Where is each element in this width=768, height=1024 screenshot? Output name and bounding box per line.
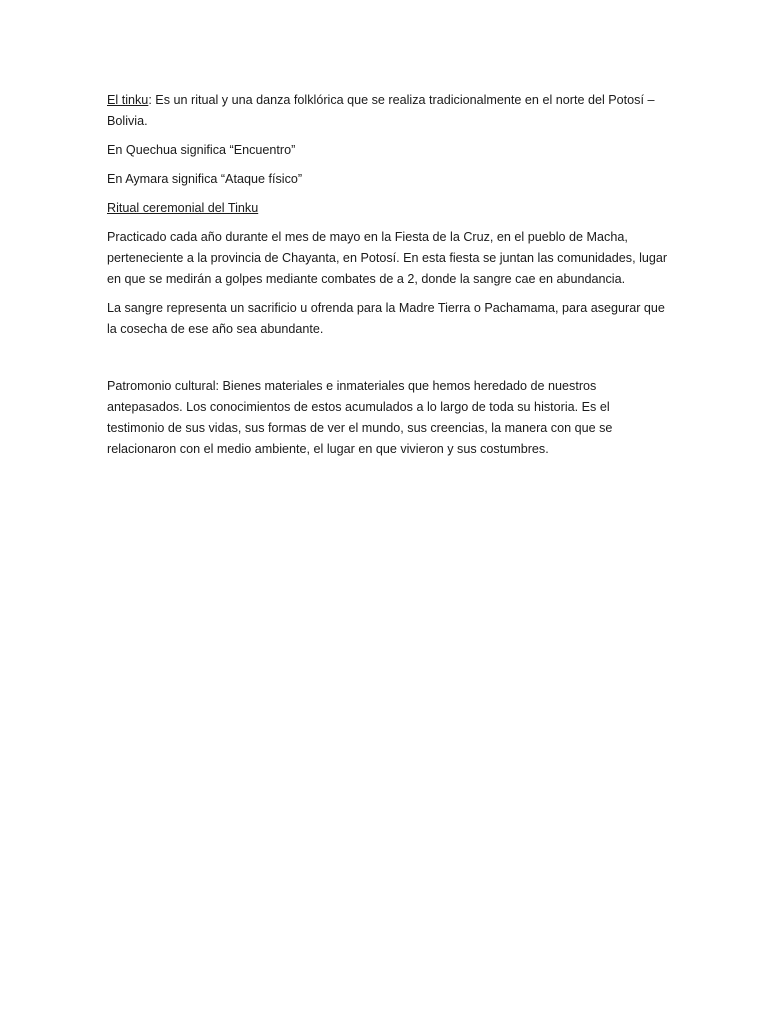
intro-text: : Es un ritual y una danza folklórica que se realiza tradicionalmente en el norte del Potosí – Bolivia. bbox=[107, 93, 655, 128]
tinku-term: El tinku bbox=[107, 93, 149, 107]
blank-line bbox=[107, 348, 668, 376]
ritual-paragraph: Practicado cada año durante el mes de mayo en la Fiesta de la Cruz, en el pueblo de Macha, perteneciente a la provincia de Chayanta, en Potosí. En esta fiesta se juntan las comunidades, lugar en que se medirán a golpes mediante combates de a 2, donde la sangre cae en abundancia. bbox=[107, 230, 668, 286]
heritage-paragraph: Patromonio cultural: Bienes materiales e inmateriales que hemos heredado de nuestros antepasados. Los conocimientos de estos acumulados a lo largo de toda su historia. Es el testimonio de sus vidas, sus formas de ver el mundo, sus creencias, la manera con que se relacionaron con el medio ambiente, el lugar en que vivieron y sus costumbres. bbox=[107, 379, 613, 456]
intro-paragraph bbox=[107, 90, 668, 132]
blood-paragraph: La sangre representa un sacrificio u ofrenda para la Madre Tierra o Pachamama, para asegurar que la cosecha de ese año sea abundante. bbox=[107, 301, 665, 336]
aymara-line: En Aymara significa “Ataque físico” bbox=[107, 172, 303, 186]
section-heading bbox=[107, 198, 668, 219]
section-heading-text: Ritual ceremonial del Tinku bbox=[107, 201, 259, 215]
quechua-line: En Quechua significa “Encuentro” bbox=[107, 143, 296, 157]
